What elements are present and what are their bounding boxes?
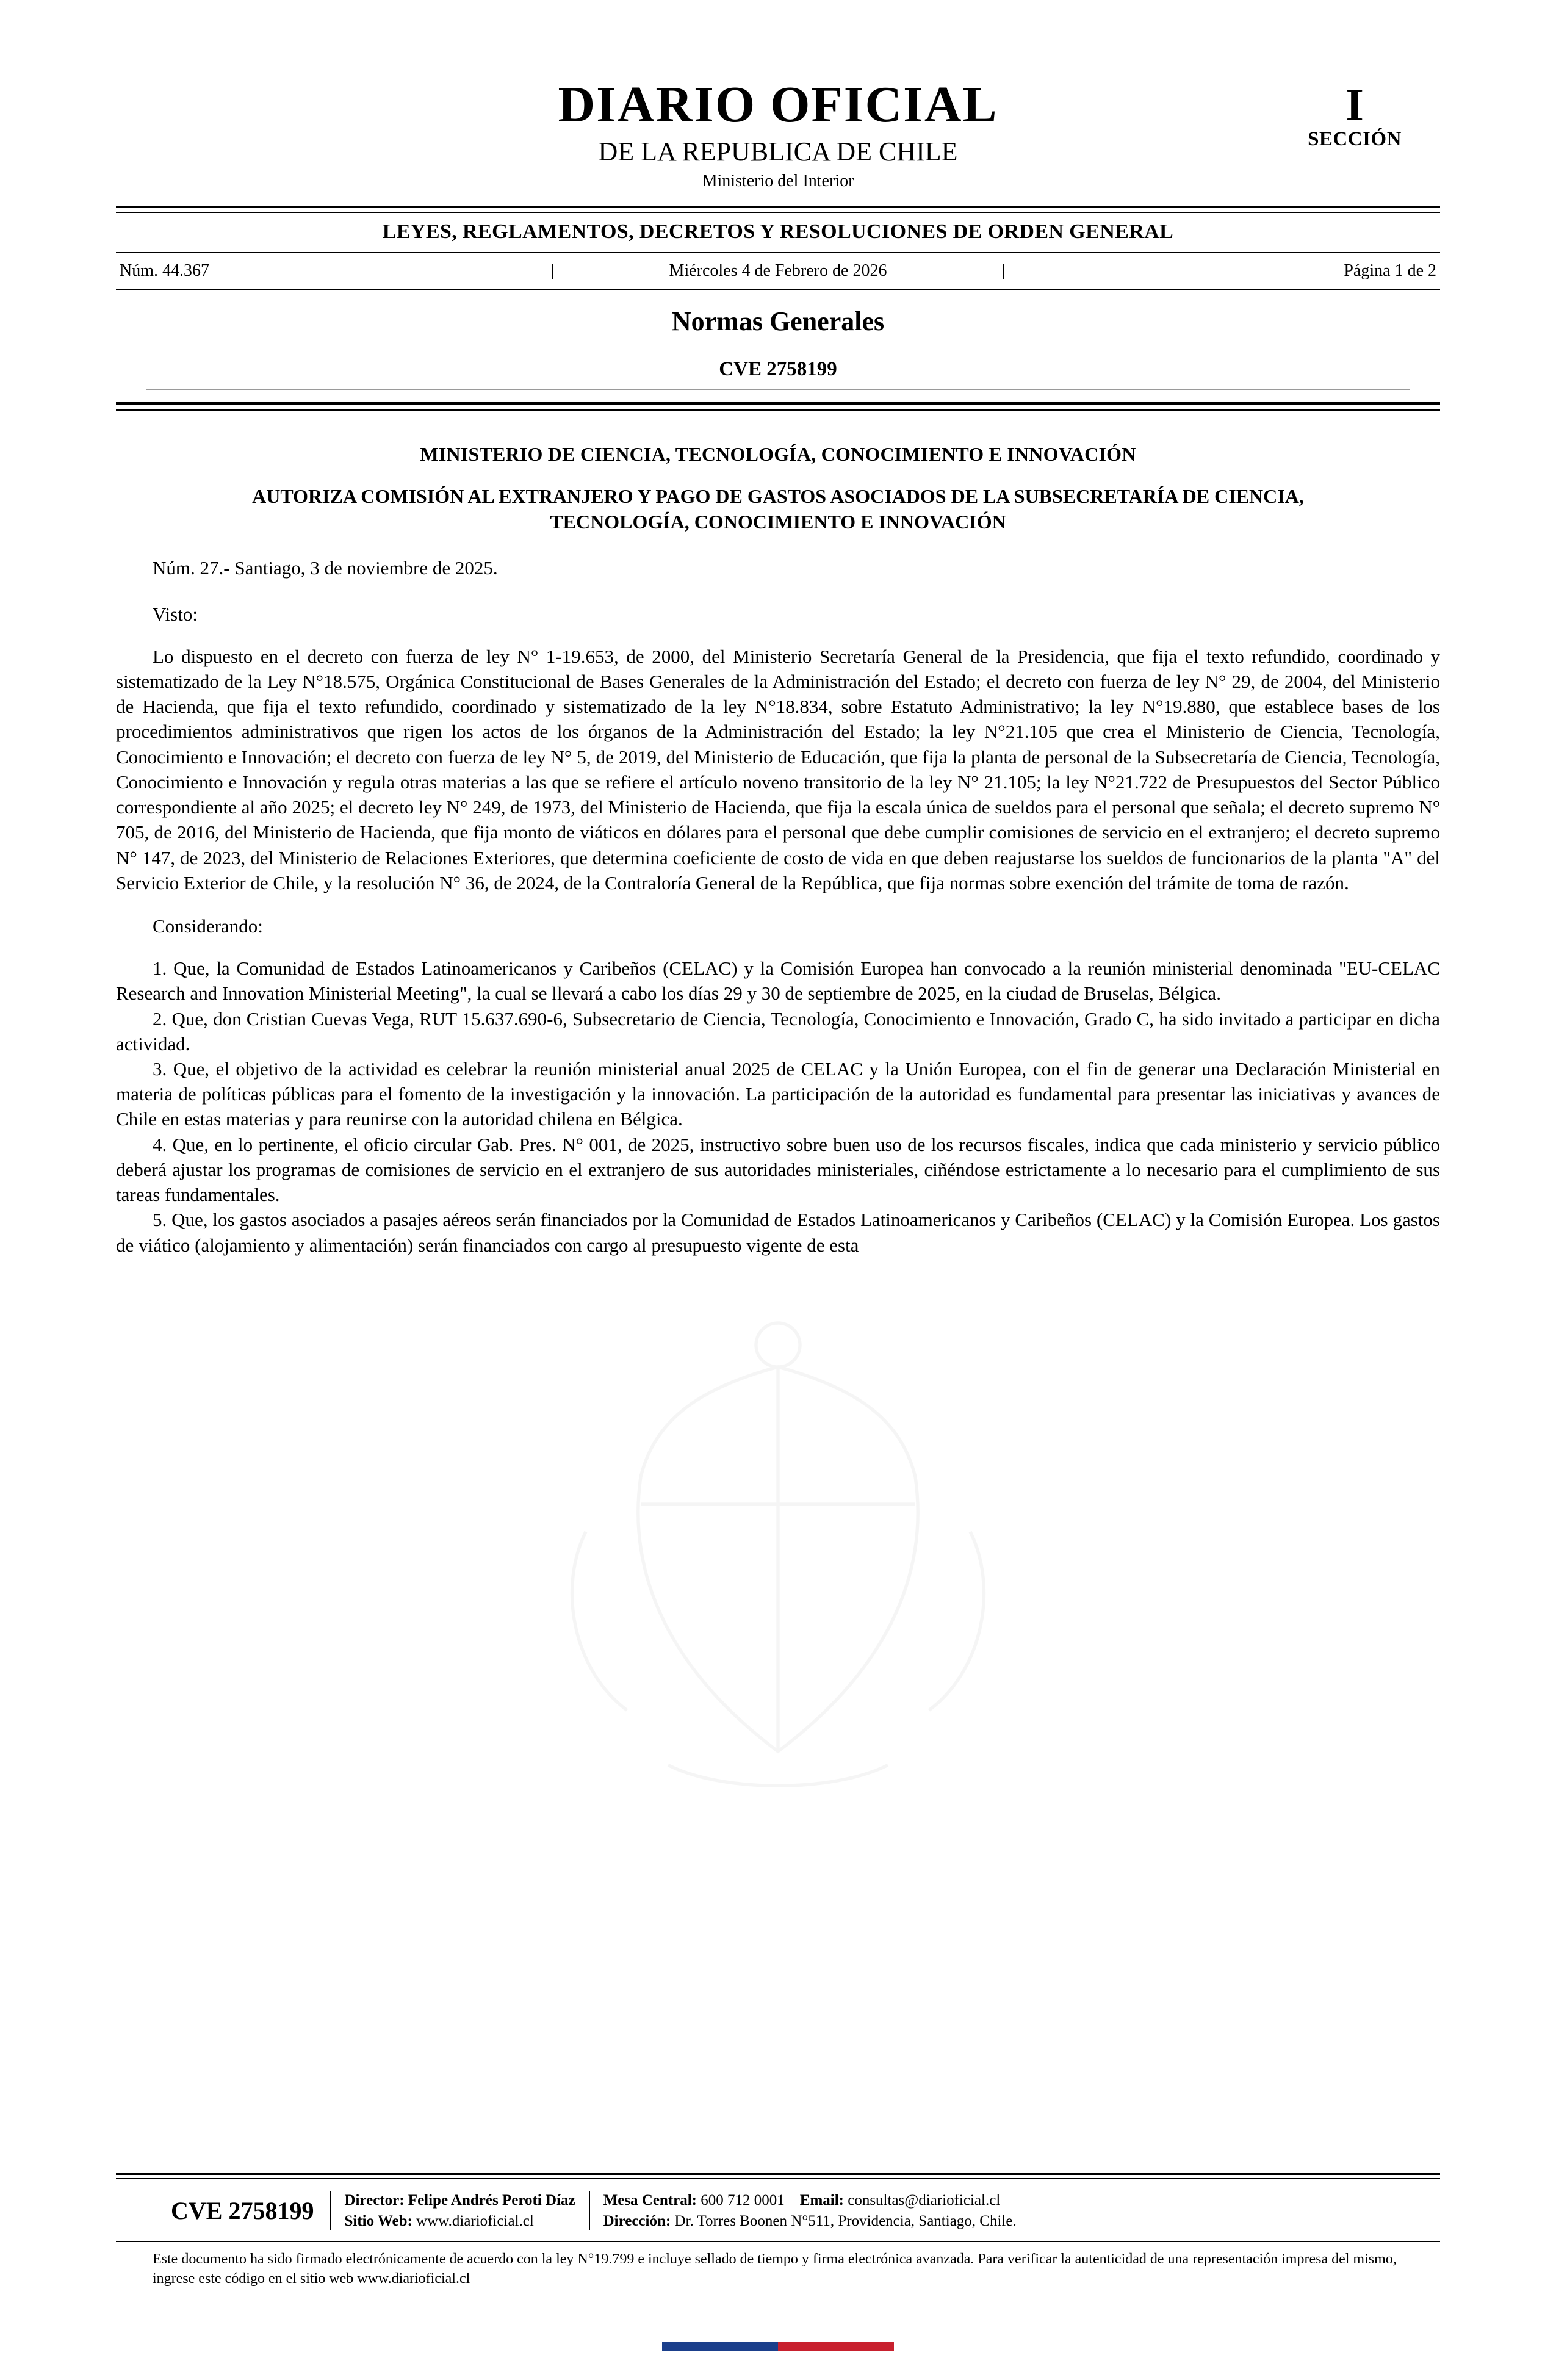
masthead-divider xyxy=(116,206,1440,213)
issue-number: Núm. 44.367 xyxy=(120,261,209,280)
issue-separator-left: | xyxy=(550,261,555,280)
section-label: SECCIÓN xyxy=(1308,128,1402,151)
coat-of-arms-watermark xyxy=(503,1312,1053,1861)
visto-paragraph: Lo dispuesto en el decreto con fuerza de ley N° 1-19.653, de 2000, del Ministerio Secretaría General de la Presidencia, que fija el texto refundido, coordinado y sistematizado de la Ley N°18.575, Orgánica Constitucional de Bases Generales de la Administración del Estado; el decreto con fuerza de ley N° 29, de 2004, del Ministerio de Hacienda, que fija el texto refundido, coordinado y sistematizado de la ley N°18.834, sobre Estatuto Administrativo; la ley N°19.880, que establece bases de los procedimientos administrativos que rigen los actos de los órganos de la Administración del Estado; la ley N°21.105 que crea el Ministerio de Ciencia, Tecnología, Conocimiento e Innovación; el decreto con fuerza de ley N° 5, de 2019, del Ministerio de Educación, que fija la planta de personal de la Subsecretaría de Ciencia, Tecnología, Conocimiento e Innovación y regula otras materias a las que se refiere el artículo noveno transitorio de la ley N° 21.105; la ley N°21.722 de Presupuestos del Sector Público correspondiente al año 2025; el decreto ley N° 249, de 1973, del Ministerio de Hacienda, que fija la escala única de sueldos para el personal que señala; el decreto supremo N° 705, de 2016, del Ministerio de Hacienda, que fija monto de viáticos en dólares para el personal que debe cumplir comisiones de servicio en el extranjero; el decreto supremo N° 147, de 2023, del Ministerio de Relaciones Exteriores, que determina coeficiente de costo de vida en que deben reajustarse los sueldos de funcionarios de la planta "A" del Servicio Exterior de Chile, y la resolución N° 36, de 2024, de la Contraloría General de la República, que fija normas sobre exención del trámite de toma de razón. xyxy=(116,645,1440,893)
considerando-item-4: 4. Que, en lo pertinente, el oficio circular Gab. Pres. N° 001, de 2025, instructivo sobre buen uso de los recursos fiscales, indica que cada ministerio y servicio público deberá ajustar los programas de comisiones de servicio en el extranjero de sus autoridades ministeriales, ciñéndose estrictamente a lo necesario para el cumplimiento de sus tareas fundamentales. xyxy=(116,1133,1440,1206)
flag-blue xyxy=(662,2342,778,2351)
footer-mesa-value: 600 712 0001 xyxy=(701,2192,785,2209)
footer-site-label: Sitio Web: xyxy=(344,2212,412,2229)
footer-director-block xyxy=(331,2190,588,2232)
flag-white-right xyxy=(894,2342,1556,2351)
document-ministry-heading: MINISTERIO DE CIENCIA, TECNOLOGÍA, CONOCIMIENTO E INNOVACIÓN xyxy=(420,442,1136,465)
page-indicator: Página 1 de 2 xyxy=(1344,261,1436,280)
footer-email-label: Email: xyxy=(799,2192,844,2209)
issue-info-row xyxy=(116,253,1440,289)
considerando-label: Considerando: xyxy=(153,915,263,937)
footer-site-line xyxy=(344,2211,575,2232)
page-content xyxy=(116,76,1440,1258)
footer-address-line xyxy=(603,2211,1017,2232)
issue-divider xyxy=(116,289,1440,290)
section-roman-numeral: I xyxy=(1345,79,1364,131)
newspaper-title: DIARIO OFICIAL xyxy=(558,76,998,133)
considerando-item-5: 5. Que, los gastos asociados a pasajes aéreos serán financiados por la Comunidad de Estados Latinoamericanos y Caribeños (CELAC) y la Comisión Europea. Los gastos de viático (alojamiento y alimentación) serán financiados con cargo al presupuesto vigente de esta xyxy=(116,1209,1440,1256)
flag-red xyxy=(778,2342,894,2351)
visto-label: Visto: xyxy=(153,603,198,625)
footer-address-label: Dirección: xyxy=(603,2212,671,2229)
footer-contact-block xyxy=(590,2190,1030,2232)
decree-number-line: Núm. 27.- Santiago, 3 de noviembre de 2025. xyxy=(153,557,498,579)
footer-director-label: Director: xyxy=(344,2192,405,2209)
footer-site-value[interactable]: www.diarioficial.cl xyxy=(416,2212,534,2229)
considerando-item-1: 1. Que, la Comunidad de Estados Latinoamericanos y Caribeños (CELAC) y la Comisión Europea han convocado a la reunión ministerial denominada "EU-CELAC Research and Innovation Ministerial Meeting", la cual se llevará a cabo los días 29 y 30 de septiembre de 2025, en la ciudad de Bruselas, Bélgica. xyxy=(116,957,1440,1004)
footer-director-line xyxy=(344,2190,575,2211)
footer-cve-code: CVE 2758199 xyxy=(171,2197,314,2225)
newspaper-subtitle: DE LA REPUBLICA DE CHILE xyxy=(598,137,958,167)
footer-info xyxy=(116,2179,1440,2241)
flag-white-left xyxy=(0,2342,662,2351)
considerando-item-2: 2. Que, don Cristian Cuevas Vega, RUT 15.637.690-6, Subsecretario de Ciencia, Tecnología, Conocimiento e Innovación, Grado C, ha sido invitado a participar en dicha actividad. xyxy=(116,1008,1440,1055)
document-title: AUTORIZA COMISIÓN AL EXTRANJERO Y PAGO DE GASTOS ASOCIADOS DE LA SUBSECRETARÍA DE CIENCIA, TECNOLOGÍA, CONOCIMIENTO E INNOVACIÓN xyxy=(252,485,1304,533)
footer-mesa-label: Mesa Central: xyxy=(603,2192,697,2209)
cve-divider-bottom xyxy=(146,389,1410,390)
footer-director-name: Felipe Andrés Peroti Díaz xyxy=(408,2192,575,2209)
footer-address-value: Dr. Torres Boonen N°511, Providencia, Santiago, Chile. xyxy=(674,2212,1017,2229)
masthead xyxy=(116,76,1440,191)
issue-date: Miércoles 4 de Febrero de 2026 xyxy=(669,261,887,280)
flag-stripe xyxy=(0,2342,1556,2351)
issue-separator-right: | xyxy=(1001,261,1006,280)
page-footer xyxy=(116,2173,1440,2288)
footer-mesa-line xyxy=(603,2190,1017,2211)
issuing-ministry: Ministerio del Interior xyxy=(702,171,854,190)
content-divider xyxy=(116,402,1440,411)
normas-generales-heading: Normas Generales xyxy=(671,306,885,336)
footer-legal-note: Este documento ha sido firmado electrónicamente de acuerdo con la ley N°19.799 e incluye sellado de tiempo y firma electrónica avanzada. Para verificar la autenticidad de una representación impresa del mismo, ingrese este código en el sitio web www.diarioficial.cl xyxy=(153,2251,1397,2287)
considerando-item-3: 3. Que, el objetivo de la actividad es celebrar la reunión ministerial anual 2025 de CELAC y la Unión Europea, con el fin de generar una Declaración Ministerial en materia de políticas públicas para el fomento de la investigación y la innovación. La participación de la autoridad es fundamental para presentar las iniciativas y avances de Chile en estas materias y para reunirse con la autoridad chilena en Bélgica. xyxy=(116,1058,1440,1130)
cve-heading: CVE 2758199 xyxy=(719,358,837,380)
footer-email-value[interactable]: consultas@diarioficial.cl xyxy=(848,2192,1001,2209)
section-marker xyxy=(1275,79,1434,151)
spacer-1 xyxy=(116,895,1440,914)
section-banner: LEYES, REGLAMENTOS, DECRETOS Y RESOLUCIONES DE ORDEN GENERAL xyxy=(382,220,1174,243)
document-body xyxy=(116,441,1440,1258)
footer-divider-top xyxy=(116,2173,1440,2179)
